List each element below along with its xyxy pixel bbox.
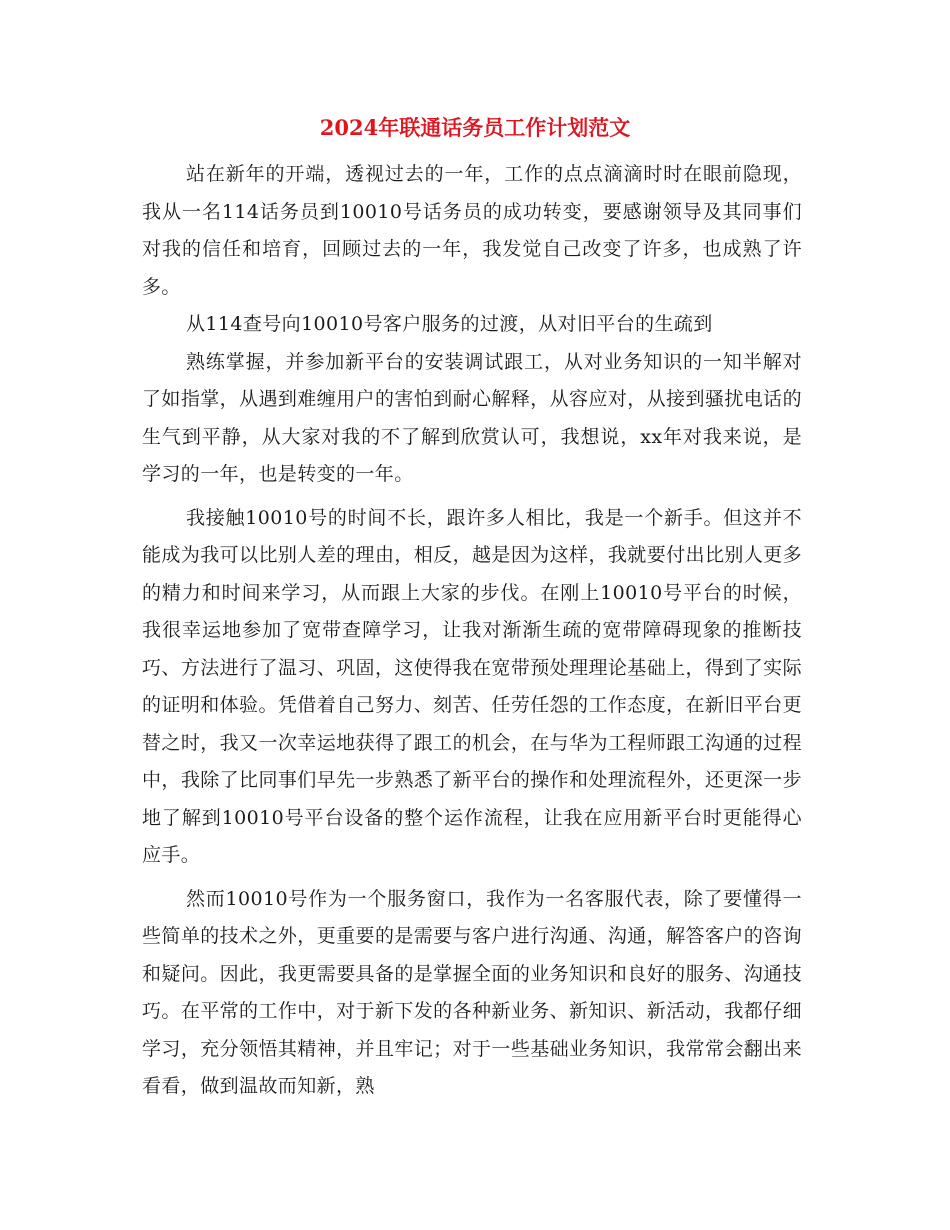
paragraph-1: 站在新年的开端，透视过去的一年，工作的点点滴滴时时在眼前隐现，我从一名114话务员到10010号话务员的成功转变，要感谢领导及其同事们对我的信任和培育，回顾过去的一年，我发觉自己改变了许多，也成熟了许多。	[142, 163, 802, 298]
paragraph-3: 熟练掌握，并参加新平台的安装调试跟工，从对业务知识的一知半解对了如指掌，从遇到难缠用户的害怕到耐心解释，从容应对，从接到骚扰电话的生气到平静，从大家对我的不了解到欣赏认可，我想说，xx年对我来说，是学习的一年，也是转变的一年。	[142, 350, 802, 485]
paragraph-2: 从114查号向10010号客户服务的过渡，从对旧平台的生疏到	[186, 313, 713, 335]
document-title: 2024年联通话务员工作计划范文	[319, 115, 631, 140]
paragraph-5: 然而10010号作为一个服务窗口，我作为一名客服代表，除了要懂得一些简单的技术之外，更重要的是需要与客户进行沟通、沟通，解答客户的咨询和疑问。因此，我更需要具备的是掌握全面的业务知识和良好的服务、沟通技巧。在平常的工作中，对于新下发的各种新业务、新知识、新活动，我都仔细学习，充分领悟其精神，并且牢记；对于一些基础业务知识，我常常会翻出来看看，做到温故而知新，熟	[142, 887, 802, 1097]
paragraph-4: 我接触10010号的时间不长，跟许多人相比，我是一个新手。但这并不能成为我可以比别人差的理由，相反，越是因为这样，我就要付出比别人更多的精力和时间来学习，从而跟上大家的步伐。在刚上10010号平台的时候，我很幸运地参加了宽带查障学习，让我对渐渐生疏的宽带障碍现象的推断技巧、方法进行了温习、巩固，这使得我在宽带预处理理论基础上，得到了实际的证明和体验。凭借着自己努力、刻苦、任劳任怨的工作态度，在新旧平台更替之时，我又一次幸运地获得了跟工的机会，在与华为工程师跟工沟通的过程中，我除了比同事们早先一步熟悉了新平台的操作和处理流程外，还更深一步地了解到10010号平台设备的整个运作流程，让我在应用新平台时更能得心应手。	[142, 506, 802, 866]
document-body	[142, 156, 802, 1106]
